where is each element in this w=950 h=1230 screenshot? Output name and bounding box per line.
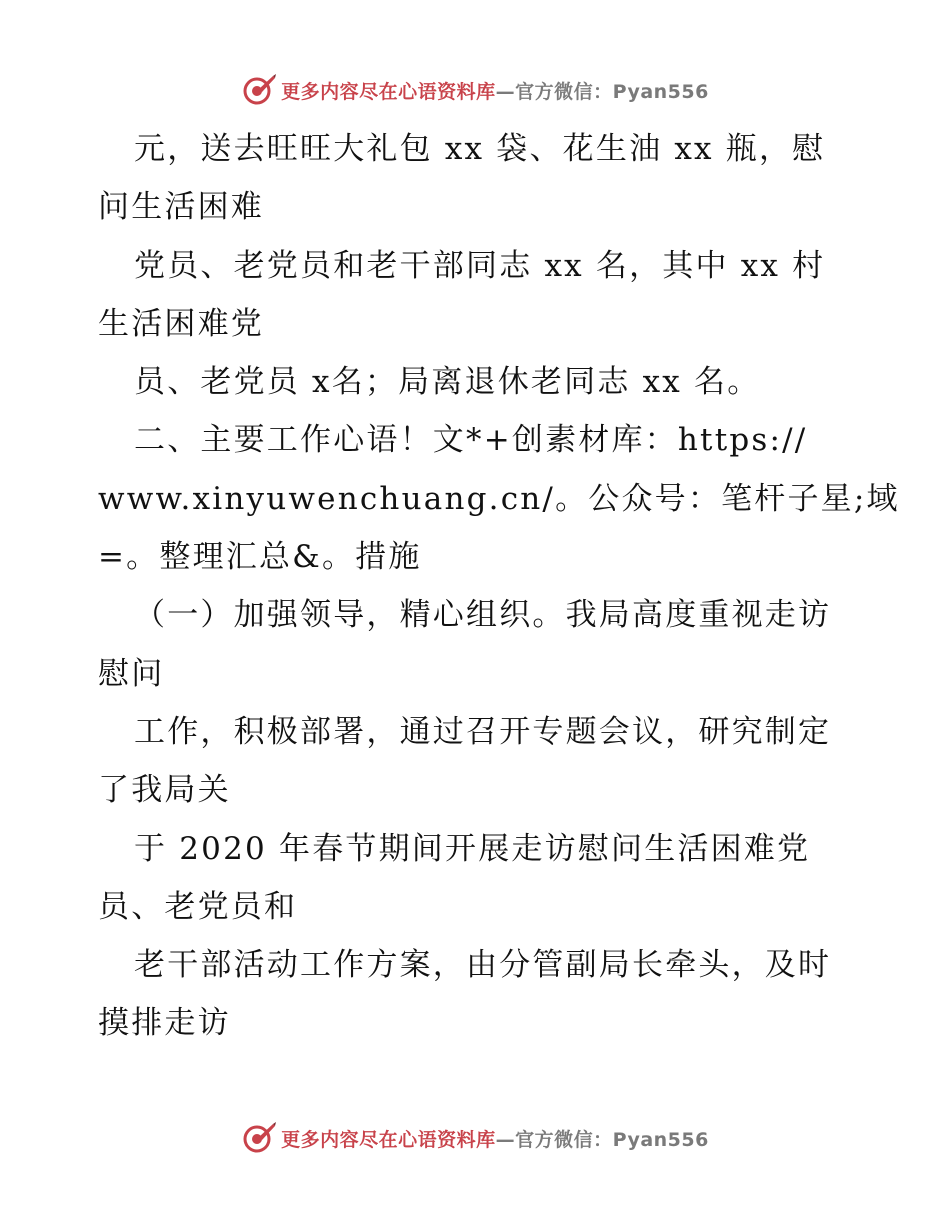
header-banner [0,70,950,110]
text-line: （一）加强领导，精心组织。我局高度重视走访 [134,597,832,634]
text-line: 党员、老党员和老干部同志 xx 名，其中 xx 村 [134,247,826,284]
document-body [98,120,900,1053]
text-line: 慰问 [98,655,165,692]
pen-logo-icon [241,72,277,108]
footer-wechat-text: —官方微信：Pyan556 [495,1128,709,1151]
text-line: 工作，积极部署，通过召开专题会议，研究制定 [134,713,832,750]
text-line: 员、老党员和 [98,888,298,925]
text-line: 了我局关 [98,772,231,809]
text-line: 老干部活动工作方案，由分管副局长牵头，及时 [134,947,832,984]
text-line: 摸排走访 [98,1005,231,1042]
text-line: 问生活困难 [98,189,264,226]
text-line: 元，送去旺旺大礼包 xx 袋、花生油 xx 瓶，慰 [134,131,826,167]
header-banner-text: 更多内容尽在心语资料库 [281,80,496,103]
text-line: 二、主要工作心语！文*+创素材库：https:// [134,422,808,459]
text-line: www.xinyuwenchuang.cn/。公众号：笔杆子星;域 [98,480,900,517]
text-line: 员、老党员 x名；局离退休老同志 xx 名。 [134,364,761,401]
text-line: 于 2020 年春节期间开展走访慰问生活困难党 [134,830,811,867]
text-line: 生活困难党 [98,305,264,342]
text-line: =。整理汇总&。措施 [98,539,422,576]
footer-banner [0,1118,950,1158]
pen-logo-icon [241,1120,277,1156]
header-wechat-text: —官方微信：Pyan556 [495,80,709,103]
footer-banner-text: 更多内容尽在心语资料库 [281,1128,496,1151]
